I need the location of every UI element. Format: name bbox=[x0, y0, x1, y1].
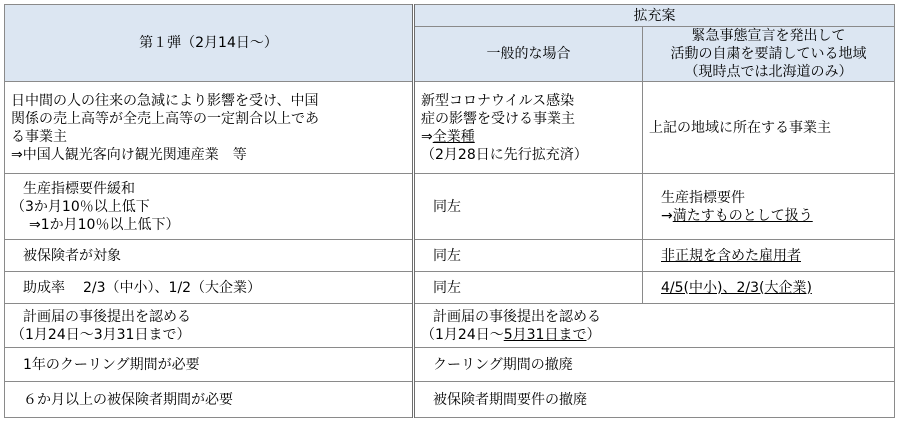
insured-phase1 bbox=[5, 240, 414, 272]
period-expansion bbox=[414, 382, 895, 418]
period-phase1-text: ６か月以上の被保険者期間が必要 bbox=[23, 391, 233, 408]
subsidy-phase1-label: 助成率 bbox=[23, 279, 65, 296]
production-general-text: 同左 bbox=[433, 198, 461, 215]
production-emergency-treated: 満たすものとして扱う bbox=[672, 207, 813, 224]
comparison-table bbox=[4, 4, 895, 418]
production-emergency-arrow: → bbox=[661, 207, 673, 224]
insured-general-text: 同左 bbox=[433, 247, 461, 264]
insured-general bbox=[414, 240, 643, 272]
eligibility-general-all-industries: 全業種 bbox=[432, 128, 475, 145]
header-emergency-line1: 緊急事態宣言を発出して bbox=[691, 28, 846, 44]
eligibility-phase1-line2: 関係の売上高等が全売上高等の一定割合以上であ bbox=[11, 110, 319, 127]
period-expansion-text: 被保険者期間要件の撤廃 bbox=[433, 391, 587, 408]
production-emergency-line1: 生産指標要件 bbox=[661, 189, 745, 206]
header-expansion bbox=[414, 5, 895, 27]
header-row-1 bbox=[5, 5, 895, 27]
eligibility-general-line4: （2月28日に先行拡充済） bbox=[421, 146, 588, 163]
production-phase1 bbox=[5, 174, 414, 240]
row-subsidy bbox=[5, 272, 895, 304]
header-phase1 bbox=[5, 5, 414, 82]
period-phase1 bbox=[5, 382, 414, 418]
cooling-phase1-text: 1年のクーリング期間が必要 bbox=[23, 356, 200, 373]
eligibility-phase1-line3: る事業主 bbox=[11, 128, 67, 145]
insured-emergency bbox=[643, 240, 895, 272]
header-expansion-text: 拡充案 bbox=[633, 7, 676, 24]
plan-expansion-line1: 計画届の事後提出を認める bbox=[433, 308, 601, 325]
plan-phase1-line1: 計画届の事後提出を認める bbox=[23, 308, 191, 325]
eligibility-phase1 bbox=[5, 82, 414, 174]
eligibility-general-line3 bbox=[421, 128, 636, 146]
plan-phase1 bbox=[5, 304, 414, 348]
eligibility-phase1-line1: 日中間の人の往来の急減により影響を受け、中国 bbox=[11, 92, 319, 109]
production-phase1-line3: ⇒1か月10％以上低下） bbox=[29, 216, 180, 233]
plan-expansion-start: （1月24日～ bbox=[421, 326, 504, 343]
plan-expansion-end-date: 5月31日まで bbox=[503, 326, 587, 343]
row-period bbox=[5, 382, 895, 418]
production-emergency bbox=[643, 174, 895, 240]
eligibility-general-arrow: ⇒ bbox=[421, 128, 433, 145]
header-phase1-text: 第１弾（2月14日～） bbox=[139, 35, 278, 51]
subsidy-emergency bbox=[643, 272, 895, 304]
eligibility-general-line2: 症の影響を受ける事業主 bbox=[421, 110, 575, 127]
eligibility-general-line1: 新型コロナウイルス感染 bbox=[421, 92, 575, 109]
production-general bbox=[414, 174, 643, 240]
production-emergency-line2 bbox=[661, 207, 888, 225]
row-cooling bbox=[5, 348, 895, 382]
row-production bbox=[5, 174, 895, 240]
header-general-text: 一般的な場合 bbox=[486, 46, 571, 62]
eligibility-emergency-text: 上記の地域に所在する事業主 bbox=[649, 119, 831, 136]
row-insured bbox=[5, 240, 895, 272]
plan-expansion-line2 bbox=[421, 326, 888, 344]
eligibility-general bbox=[414, 82, 643, 174]
header-general bbox=[414, 27, 643, 82]
cooling-phase1 bbox=[5, 348, 414, 382]
subsidy-emergency-text: 4/5(中小)、2/3(大企業) bbox=[661, 279, 812, 296]
subsidy-phase1-rates: 2/3（中小）、1/2（大企業） bbox=[83, 279, 262, 296]
eligibility-phase1-line4: ⇒中国人観光客向け観光関連産業 等 bbox=[11, 146, 247, 163]
plan-expansion-close: ） bbox=[586, 326, 601, 343]
insured-emergency-text: 非正規を含めた雇用者 bbox=[661, 247, 801, 264]
header-emergency bbox=[643, 27, 895, 82]
header-emergency-line3: （現時点では北海道のみ） bbox=[684, 64, 853, 80]
row-plan bbox=[5, 304, 895, 348]
plan-expansion bbox=[414, 304, 895, 348]
subsidy-general-text: 同左 bbox=[433, 279, 461, 296]
plan-phase1-line2: （1月24日～3月31日まで） bbox=[11, 326, 191, 343]
production-phase1-line1: 生産指標要件緩和 bbox=[23, 180, 135, 197]
cooling-expansion bbox=[414, 348, 895, 382]
eligibility-emergency bbox=[643, 82, 895, 174]
row-eligibility bbox=[5, 82, 895, 174]
subsidy-general bbox=[414, 272, 643, 304]
insured-phase1-text: 被保険者が対象 bbox=[23, 247, 121, 264]
production-phase1-line2: （3か月10％以上低下 bbox=[11, 198, 150, 215]
subsidy-phase1 bbox=[5, 272, 414, 304]
cooling-expansion-text: クーリング期間の撤廃 bbox=[433, 356, 573, 373]
header-emergency-line2: 活動の自粛を要請している地域 bbox=[670, 46, 867, 62]
